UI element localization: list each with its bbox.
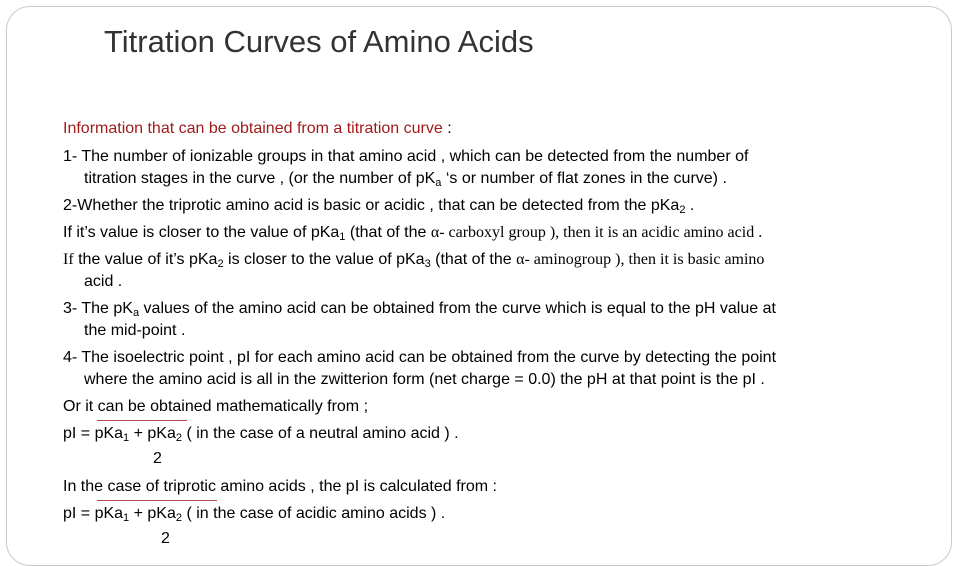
formula-acidic: pI = pKa$_1$ + pKa$_2$ ( in the case of acidic amino acids ) . (63, 503, 943, 525)
paragraph-1: 1- The number of ionizable groups in that amino acid , which can be detected from the number of titration stages in the curve , (or the number of $pK_a$ ‘s or number of flat zones in the curve) . (63, 148, 749, 189)
fraction-line (97, 420, 187, 421)
formula-acidic-denominator: 2 (161, 530, 170, 547)
paragraph-3: If it’s value is closer to the value of pKa$_1$ (that of the α- carboxyl group ), then it is an acidic amino acid . (63, 224, 763, 243)
intro-heading: Information that can be obtained from a titration curve (63, 120, 443, 137)
paragraph-6: 4- The isoelectric point , pI for each amino acid can be obtained from the curve by detecting the point where the amino acid is all in the zwitterion form (net charge = 0.0) the pH at that point is the pI . (63, 349, 777, 388)
paragraph-5: 3- The $pK_a$ values of the amino acid can be obtained from the curve which is equal to the pH value at the mid-point . (63, 300, 776, 339)
paragraph-2: 2-Whether the triprotic amino acid is basic or acidic , that can be detected from the pKa$_2$ . (63, 197, 695, 216)
fraction-line (97, 500, 217, 501)
slide-body (63, 118, 943, 550)
slide-title: Titration Curves of Amino Acids (104, 24, 534, 59)
paragraph-7: Or it can be obtained mathematically from ; (63, 398, 369, 415)
formula-neutral: pI = pKa$_1$ + pKa$_2$ ( in the case of a neutral amino acid ) . (63, 423, 943, 445)
intro-line: Information that can be obtained from a titration curve : (63, 120, 452, 137)
paragraph-8: In the case of triprotic amino acids , the pI is calculated from : (63, 478, 497, 495)
paragraph-4: If the value of it’s pKa$_2$ is closer to the value of pKa$_3$ (that of the α- aminogroup ), then it is basic amino acid . (63, 251, 765, 290)
formula-neutral-denominator: 2 (153, 450, 162, 467)
